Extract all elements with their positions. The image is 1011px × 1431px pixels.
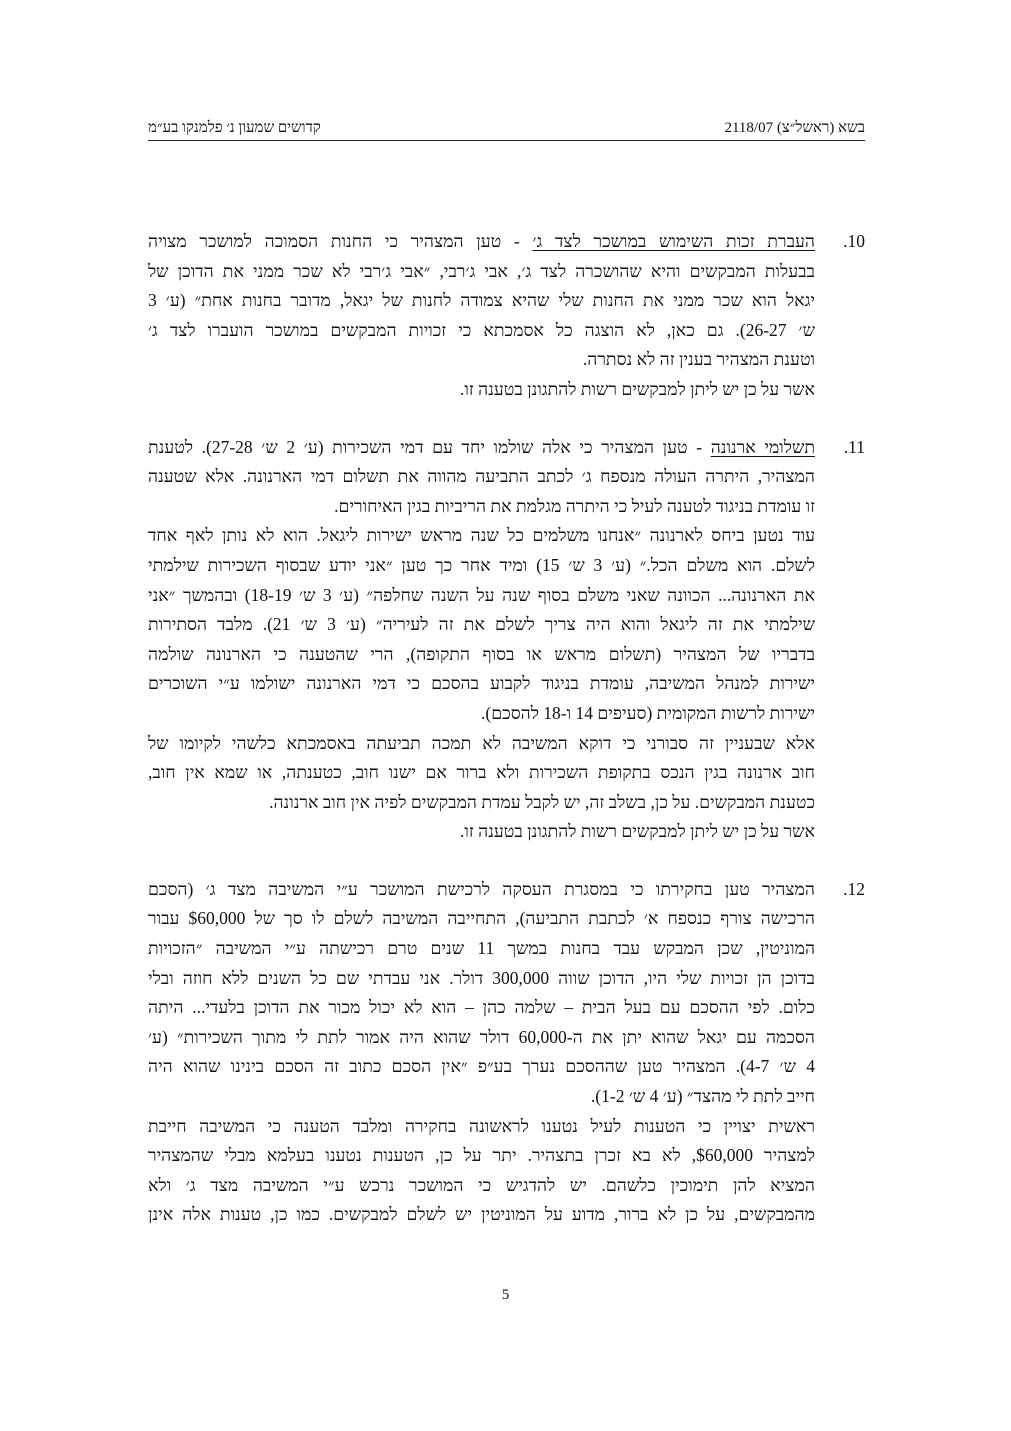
sub-paragraph [148,1112,815,1230]
text-line: הרכישה צורף כנספח א׳ לכתבת התביעה), התחייבה המשיבה לשלם לו סך של $60,000 עבור [148,908,815,929]
text-line [148,227,815,257]
paragraph-number: 12. [843,878,865,899]
text-line: חוב ארנונה בגין הנכס בתקופת השכירות ולא ברור אם ישנו חוב, כטענתה, או שמא אין חוב, [148,762,815,783]
paragraph-10 [148,227,865,405]
case-number: בשא (ראשל״צ) 2118/07 [724,120,865,136]
paragraph-number: 11. [843,436,865,457]
text-line: ישירות למנהל המשיבה, עומדת בניגוד לקבוע בהסכם כי דמי הארנונה ישולמו ע״י השוכרים [148,673,815,694]
text-line: למצהיר $60,000, לא בא זכרן בתצהיר. יתר על כן, הטענות נטענו בעלמא מבלי שהמצהיר [148,1145,815,1166]
text-line: וטענת המצהיר בענין זה לא נסתרה. [582,349,815,370]
text-line [148,433,815,463]
text-line: אלא שבעניין זה סבורני כי דוקא המשיבה לא תמכה תביעתה באסמכתא כלשהי לקיומו של [148,732,815,753]
sub-paragraph [148,521,815,728]
text-line: המצהיר טען בחקירתו כי במסגרת העסקה לרכישת המושכר ע״י המשיבה מצד ג׳ (הסכם [148,878,815,899]
text-line: הסכמה עם יגאל שהוא יתן את ה-60,000 דולר שהוא היה אמור לתת לי מתוך השכירות״ (ע׳ [148,1026,815,1047]
text-line: את הארנונה... הכוונה שאני משלם בסוף שנה על השנה שחלפה״ (ע׳ 3 ש׳ 18-19) ובהמשך ״אני [148,584,815,605]
sub-paragraph [148,227,815,375]
paragraph-12 [148,875,865,1230]
text-line-rest: - טען המצהיר כי החנות הסמוכה למושכר מצויה [148,231,520,251]
text-line: לשלם. הוא משלם הכל.״ (ע׳ 3 ש׳ 15) ומיד אחר כך טען ״אני יודע שבסוף השכירות שילמתי [148,554,815,575]
text-line: בדבריו של המצהיר (תשלום מראש או בסוף התקופה), הרי שהטענה כי הארנונה שולמה [148,643,815,664]
sub-paragraph [148,433,815,522]
text-line: כטענת המבקשים. על כן, בשלב זה, יש לקבל עמדת המבקשים לפיה אין חוב ארנונה. [269,791,815,812]
paragraph-11 [148,433,865,847]
sub-paragraph [148,375,815,405]
text-line: בבעלות המבקשים והיא שהושכרה לצד ג׳, אבי ג׳רבי, ״אבי ג׳רבי לא שכר ממני את הדוכן של [148,260,815,281]
text-line: אשר על כן יש ליתן למבקשים רשות להתגונן בטענה זו. [460,378,815,399]
text-line: 4 ש׳ 4-7). המצהיר טען שההסכם נערך בע״פ ״אין הסכם כתוב זה הסכם בינינו שהוא היה [148,1056,815,1077]
sub-paragraph [148,817,815,847]
sub-paragraph [148,729,815,818]
text-line: זו עומדת בניגוד לטענה לעיל כי היתרה מגלמת את הריביות בגין האיחורים. [334,495,815,516]
paragraph-body [148,227,815,405]
paragraph-body [148,875,815,1230]
case-title: קדושים שמעון נ׳ פלמנקו בע״מ [148,120,321,136]
document-body [148,227,865,1258]
page-number: 5 [501,1287,510,1303]
text-line: המצהיר, היתרה העולה מנספח ג׳ לכתב התביעה מהווה את תשלום דמי הארנונה. אלא שטענה [148,466,815,487]
text-line: עוד נטען ביחס לארנונה ״אנחנו משלמים כל שנה מראש ישירות ליגאל. הוא לא נותן לאף אחד [148,525,815,546]
text-line-rest: - טען המצהיר כי אלה שולמו יחד עם דמי השכירות (ע׳ 2 ש׳ 27-28). לטענת [148,436,703,457]
paragraph-heading: העברת זכות השימוש במושכר לצד ג׳ [532,231,815,251]
paragraph-number: 10. [843,231,865,251]
text-line: המציא להן תימוכין כלשהם. יש להדגיש כי המושכר נרכש ע״י המשיבה מצד ג׳ ולא [148,1174,815,1195]
text-line: ישירות לרשות המקומית (סעיפים 14 ו-18 להסכם). [481,702,815,723]
text-line: ש׳ 26-27). גם כאן, לא הוצגה כל אסמכתא כי זכויות המבקשים במושכר הועברו לצד ג׳ [148,319,815,340]
paragraph-heading: תשלומי ארנונה [710,436,815,457]
text-line: יגאל הוא שכר ממני את החנות שלי שהיא צמודה לחנות של יגאל, מדובר בחנות אחת״ (ע׳ 3 [148,290,815,311]
page-header [148,116,865,141]
text-line: המוניטין, שכן המבקש עבד בחנות במשך 11 שנים טרם רכישתה ע״י המשיבה ״הזכויות [148,938,815,959]
text-line: ראשית יצויין כי הטענות לעיל נטענו לראשונה בחקירה ומלבד הטענה כי המשיבה חייבת [148,1115,815,1136]
paragraph-body [148,433,815,847]
text-line: אשר על כן יש ליתן למבקשים רשות להתגונן בטענה זו. [460,821,815,842]
text-line: מהמבקשים, על כן לא ברור, מדוע על המוניטין יש לשלם למבקשים. כמו כן, טענות אלה אינן [148,1204,815,1225]
sub-paragraph [148,875,815,1112]
text-line: שילמתי את זה ליגאל והוא היה צריך לשלם את זה לעיריה״ (ע׳ 3 ש׳ 21). מלבד הסתירות [148,614,815,635]
text-line: חייב לתת לי מהצד״ (ע׳ 4 ש׳ 1-2). [590,1086,815,1107]
text-line: בדוכן הן זכויות שלי היו, הדוכן שווה 300,000 דולר. אני עבדתי שם כל השנים ללא חוזה ובלי [148,967,815,988]
text-line: כלום. לפי ההסכם עם בעל הבית – שלמה כהן – הוא לא יכול מכור את הדוכן בלעדי... היתה [148,997,815,1018]
